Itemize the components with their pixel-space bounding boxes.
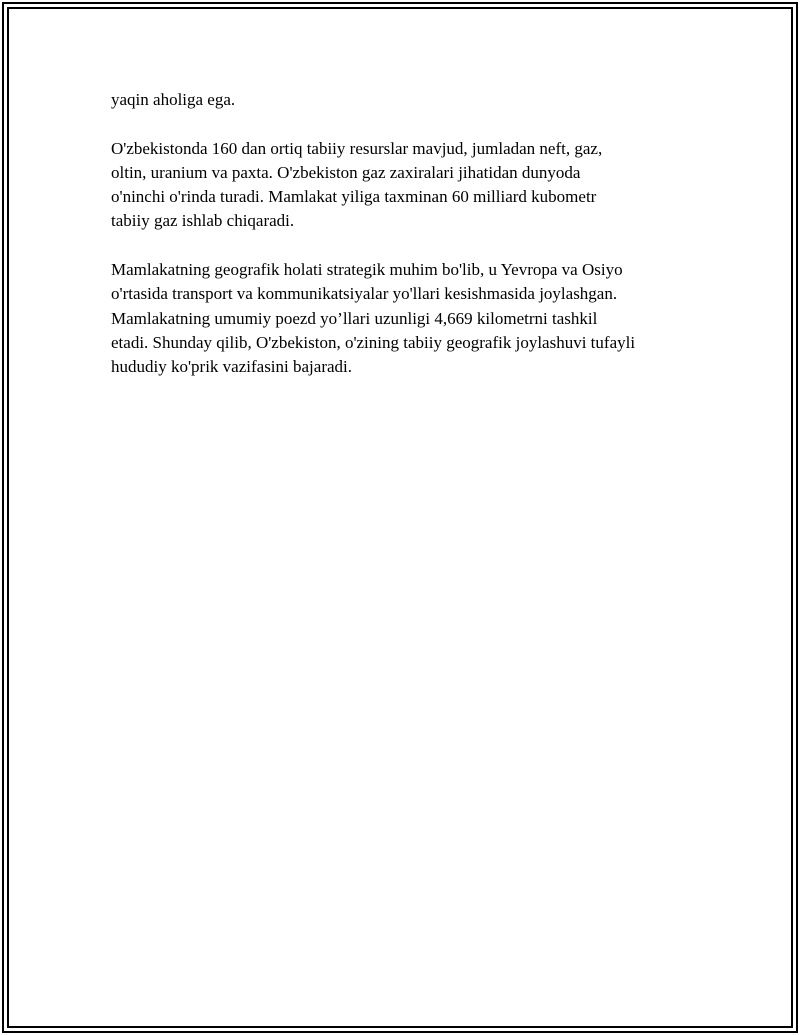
text-line: Mamlakatning umumiy poezd yo’llari uzunligi 4,669 kilometrni tashkil bbox=[111, 308, 598, 328]
text-line: yaqin aholiga ega. bbox=[111, 90, 236, 109]
text-line: O'zbekistonda 160 dan ortiq tabiiy resurslar mavjud, jumladan neft, gaz, bbox=[111, 138, 603, 158]
paragraph-geographic-position bbox=[111, 258, 701, 379]
text-line: o'ninchi o'rinda turadi. Mamlakat yiligа taxminan 60 milliard kubometr bbox=[111, 187, 597, 207]
text-line: etadi. Shunday qilib, O'zbekiston, o'zining tabiiy geografik joylashuvi tufayli bbox=[111, 332, 636, 352]
text-line: o'rtasida transport va kommunikatsiyalar yo'llari kesishmasida joylashgan. bbox=[111, 284, 618, 304]
text-line: Mamlakatning geografik holati strategik muhim bo'lib, u Yevropa va Osiyo bbox=[111, 260, 623, 280]
text-line: oltin, uranium va paxta. O'zbekiston gaz zaxiralari jihatidan dunyoda bbox=[111, 162, 581, 182]
paragraph-population-end bbox=[111, 88, 701, 112]
text-line: hududiy ko'prik vazifasini bajaradi. bbox=[111, 357, 352, 377]
document-body bbox=[111, 88, 701, 404]
text-line: tabiiy gaz ishlab chiqaradi. bbox=[111, 211, 295, 231]
paragraph-natural-resources bbox=[111, 137, 701, 234]
